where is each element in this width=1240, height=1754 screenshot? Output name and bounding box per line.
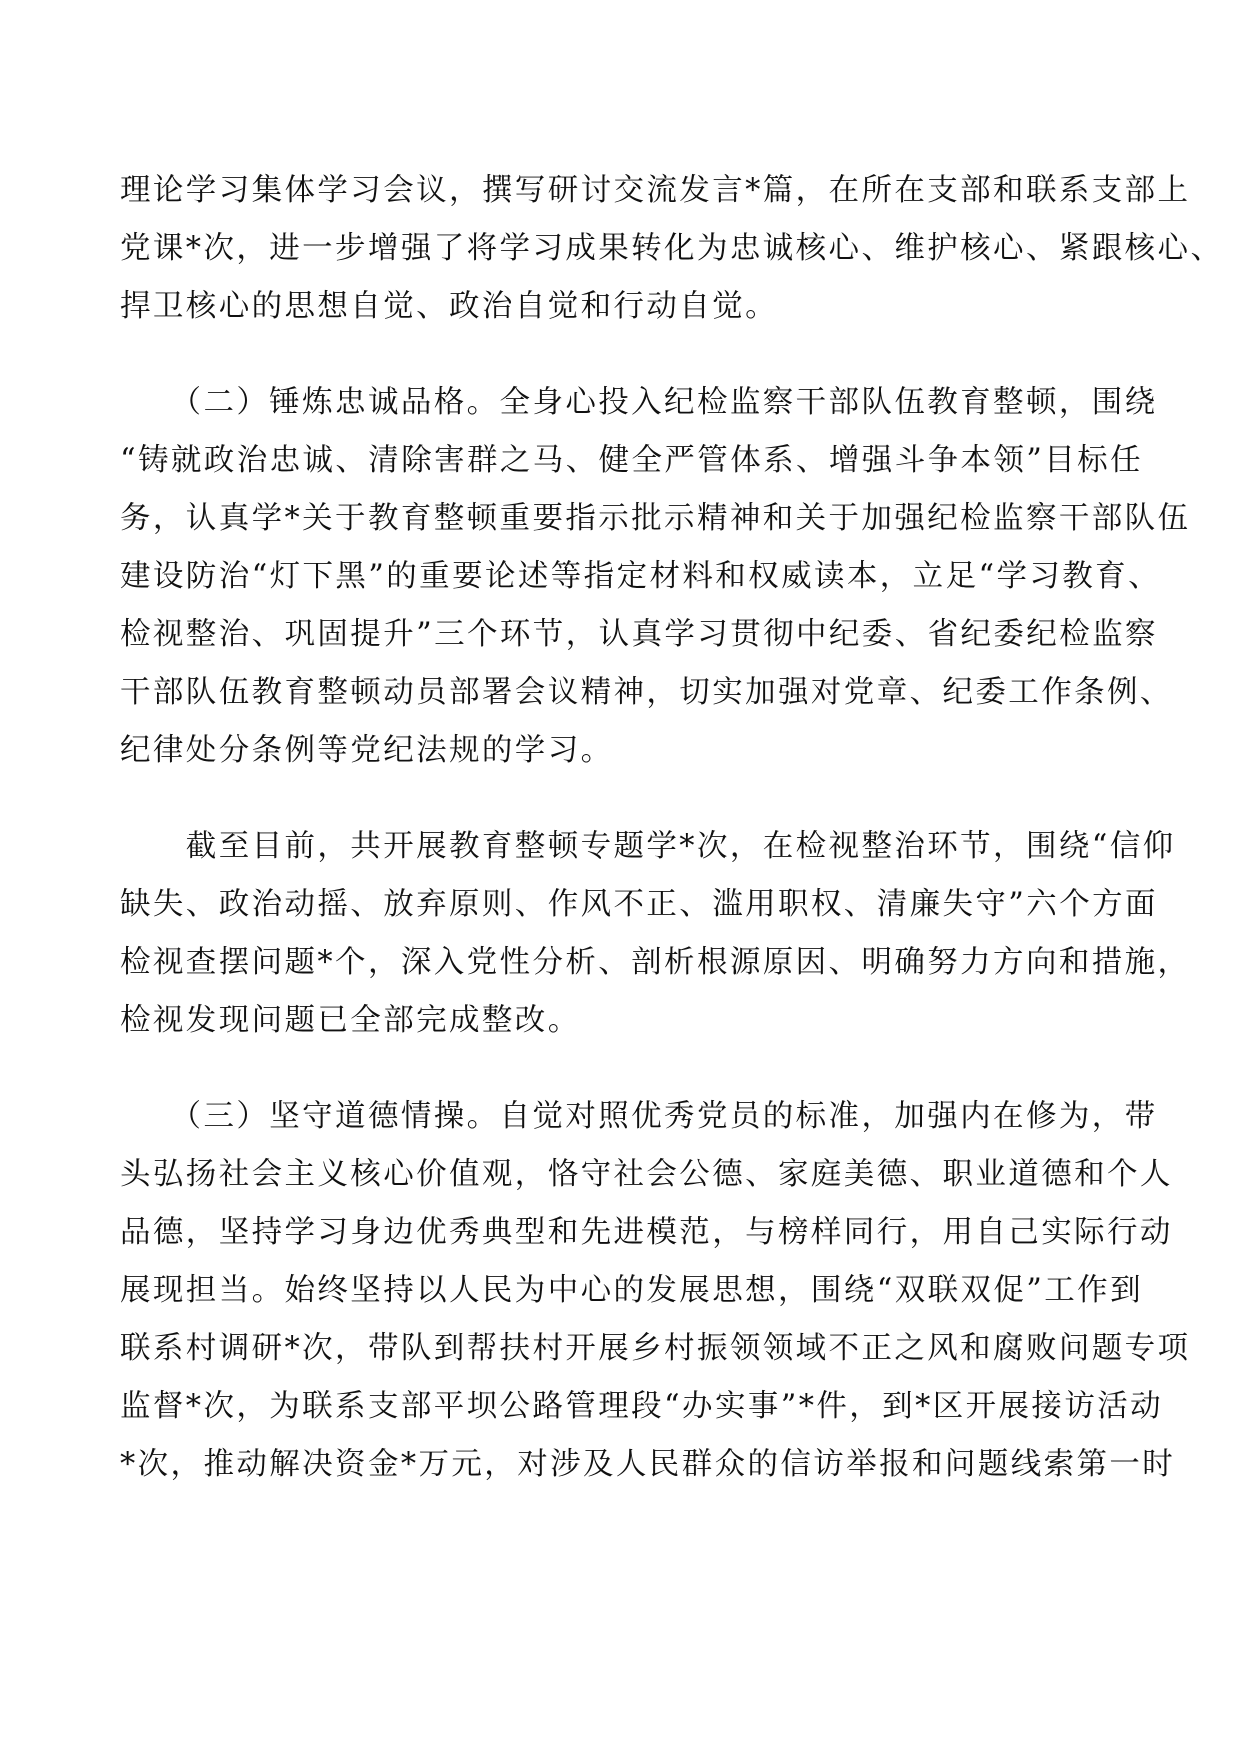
text-line: 党课*次，进一步增强了将学习成果转化为忠诚核心、维护核心、紧跟核心、 [120,231,1224,266]
text-line: 品德，坚持学习身边优秀典型和先进模范，与榜样同行，用自己实际行动 [120,1215,1173,1250]
text-line: 检视发现问题已全部完成整改。 [120,1003,581,1038]
paragraph-study-summary [120,162,1224,336]
text-line: *次，推动解决资金*万元，对涉及人民群众的信访举报和问题线索第一时 [120,1447,1176,1482]
text-line: 联系村调研*次，带队到帮扶村开展乡村振领领域不正之风和腐败问题专项 [120,1331,1191,1366]
paragraph-ethics [120,1088,1191,1494]
text-line: 展现担当。始终坚持以人民为中心的发展思想，围绕“双联双促”工作到 [120,1273,1143,1308]
paragraph-loyalty [120,374,1191,780]
text-line: 纪律处分条例等党纪法规的学习。 [120,733,614,768]
text-line: 缺失、政治动摇、放弃原则、作风不正、滥用职权、清廉失守”六个方面 [120,887,1158,922]
paragraph-progress [120,818,1191,1050]
text-line: （二）锤炼忠诚品格。全身心投入纪检监察干部队伍教育整顿，围绕 [120,385,1158,420]
text-line: 干部队伍教育整顿动员部署会议精神，切实加强对党章、纪委工作条例、 [120,675,1173,710]
text-line: 检视整治、巩固提升”三个环节，认真学习贯彻中纪委、省纪委纪检监察 [120,617,1158,652]
text-line: 建设防治“灯下黑”的重要论述等指定材料和权威读本，立足“学习教育、 [120,559,1161,594]
text-line: 截至目前，共开展教育整顿专题学*次，在检视整治环节，围绕“信仰 [120,829,1176,864]
text-line: 检视查摆问题*个，深入党性分析、剖析根源原因、明确努力方向和措施， [120,945,1191,980]
text-line: 头弘扬社会主义核心价值观，恪守社会公德、家庭美德、职业道德和个人 [120,1157,1173,1192]
text-line: 务，认真学*关于教育整顿重要指示批示精神和关于加强纪检监察干部队伍 [120,501,1191,536]
text-line: 理论学习集体学习会议，撰写研讨交流发言*篇，在所在支部和联系支部上 [120,173,1191,208]
text-line: 监督*次，为联系支部平坝公路管理段“办实事”*件，到*区开展接访活动 [120,1389,1164,1424]
text-line: 捍卫核心的思想自觉、政治自觉和行动自觉。 [120,289,778,324]
document-body [120,162,1224,1532]
text-line: “铸就政治忠诚、清除害群之马、健全严管体系、增强斗争本领”目标任 [120,443,1143,478]
text-line: （三）坚守道德情操。自觉对照优秀党员的标准，加强内在修为，带 [120,1099,1158,1134]
